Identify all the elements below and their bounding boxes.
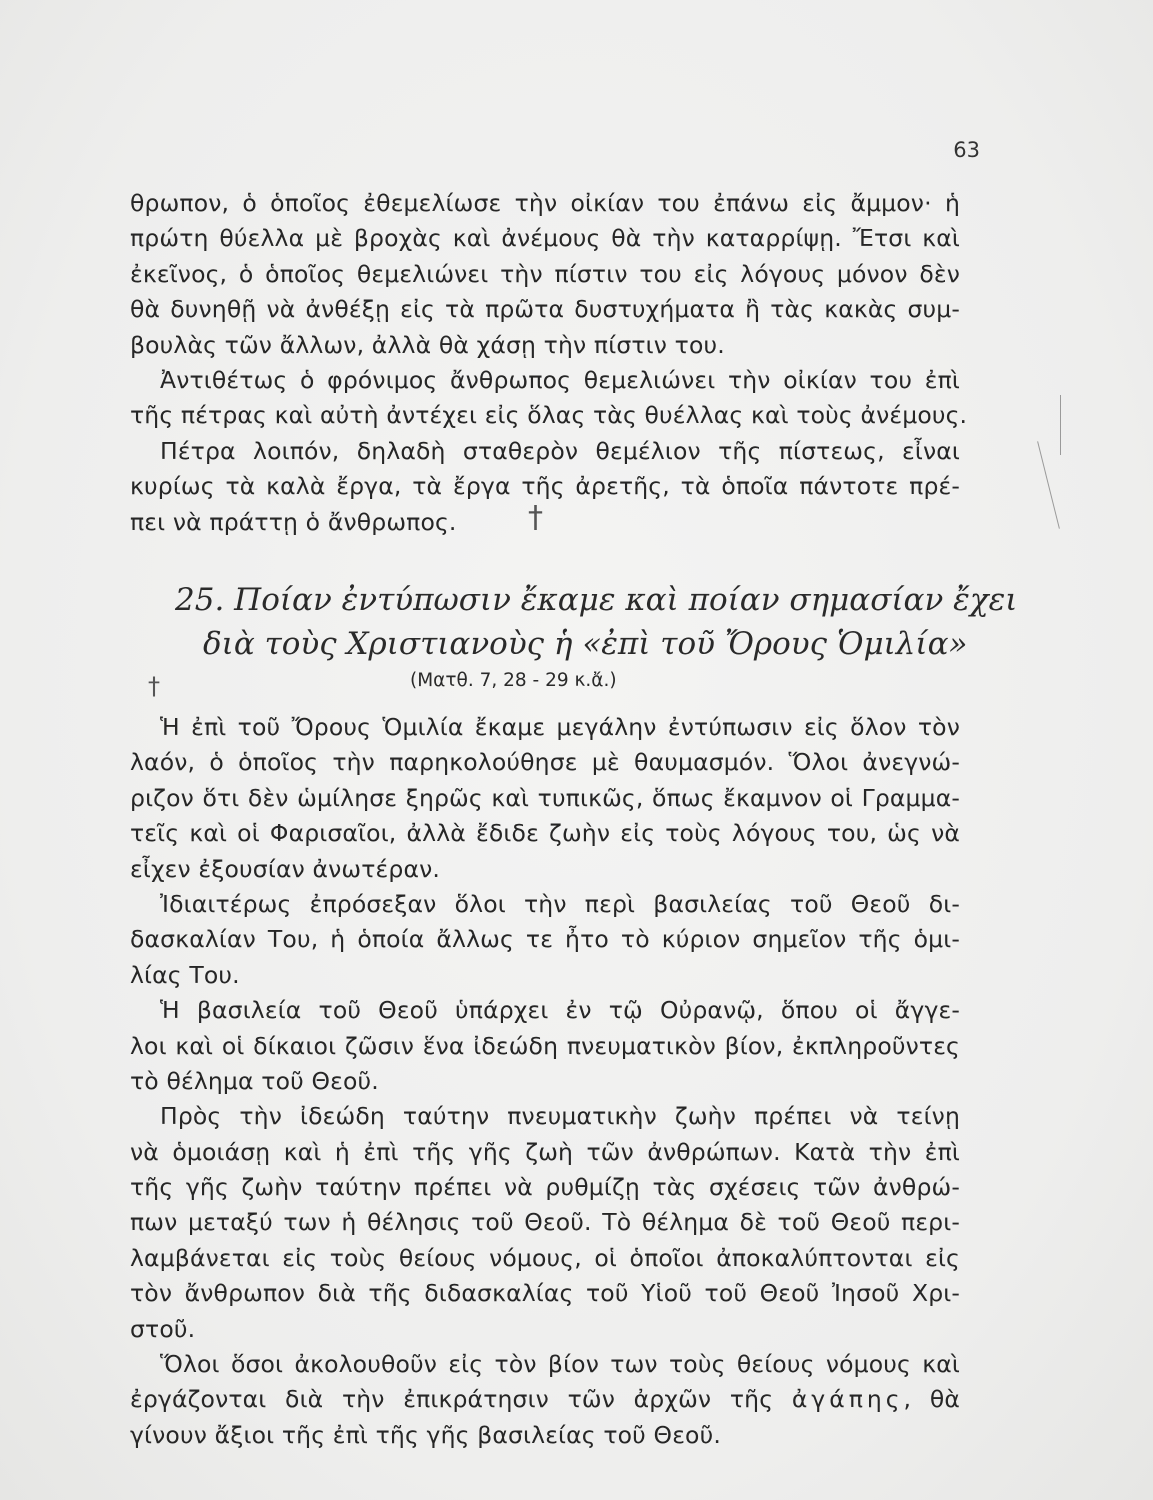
heading-line-2: διὰ τοὺς Χριστιανοὺς ἡ «ἐπὶ τοῦ Ὄρους Ὁμιλία» <box>203 626 968 662</box>
page-number: 63 <box>953 138 980 162</box>
text-line: κυρίως τὰ καλὰ ἔργα, τὰ ἔργα τῆς ἀρετῆς, τὰ ὁποῖα πάντοτε πρέ- <box>130 472 960 501</box>
text-line: θρωπον, ὁ ὁποῖος ἐθεμελίωσε τὴν οἰκίαν του ἐπάνω εἰς ἄμμον· ἡ <box>130 189 960 217</box>
text-line-with-emphasis <box>130 1382 960 1417</box>
text-line: Πρὸς τὴν ἰδεώδη ταύτην πνευματικὴν ζωὴν πρέπει νὰ τείνῃ <box>160 1102 960 1131</box>
margin-stroke <box>1037 441 1060 529</box>
text-line: Πέτρα λοιπόν, δηλαδὴ σταθερὸν θεμέλιον τῆς πίστεως, εἶναι <box>160 436 960 465</box>
text-line: λαόν, ὁ ὁποῖος τὴν παρηκολούθησε μὲ θαυμασμόν. Ὅλοι ἀνεγνώ- <box>130 748 960 777</box>
text-line: τῆς πέτρας καὶ αὐτὴ ἀντέχει εἰς ὅλας τὰς θυέλλας καὶ τοὺς ἀνέμους. <box>130 401 968 430</box>
section-heading <box>175 578 1018 696</box>
text-line: γίνουν ἄξιοι τῆς ἐπὶ τῆς γῆς βασιλείας τοῦ Θεοῦ. <box>130 1420 721 1449</box>
text-line: πρώτη θύελλα μὲ βροχὰς καὶ ἀνέμους θὰ τὴν καταρρίψῃ. Ἔτσι καὶ <box>130 224 960 253</box>
text-segment: ἐργάζονται διὰ τὴν ἐπικράτησιν τῶν ἀρχῶν τῆς <box>130 1385 774 1414</box>
text-line: ἐκεῖνος, ὁ ὁποῖος θεμελιώνει τὴν πίστιν του εἰς λόγους μόνον δὲν <box>130 259 960 288</box>
text-line: λίας Του. <box>130 960 240 989</box>
text-block-bottom <box>130 710 960 1453</box>
text-line: τὸν ἄνθρωπον διὰ τῆς διδασκαλίας τοῦ Υἱοῦ τοῦ Θεοῦ Ἰησοῦ Χρι- <box>130 1279 960 1308</box>
emphasized-word: ἀγάπης <box>791 1385 904 1414</box>
text-line: τῆς γῆς ζωὴν ταύτην πρέπει νὰ ρυθμίζῃ τὰς σχέσεις τῶν ἀνθρώ- <box>130 1173 960 1202</box>
text-line: Ἡ βασιλεία τοῦ Θεοῦ ὑπάρχει ἐν τῷ Οὐρανῷ, ὅπου οἱ ἄγγε- <box>160 996 960 1025</box>
text-line: τεῖς καὶ οἱ Φαρισαῖοι, ἀλλὰ ἔδιδε ζωὴν εἰς τοὺς λόγους του, ὡς νὰ <box>130 819 960 848</box>
text-line: Ἡ ἐπὶ τοῦ Ὄρους Ὁμιλία ἔκαμε μεγάλην ἐντύπωσιν εἰς ὅλον τὸν <box>160 713 960 741</box>
text-block-top <box>130 186 968 540</box>
margin-stroke <box>1060 395 1061 455</box>
text-line: νὰ ὁμοιάσῃ καὶ ἡ ἐπὶ τῆς γῆς ζωὴ τῶν ἀνθρώπων. Κατὰ τὴν ἐπὶ <box>130 1137 960 1166</box>
text-line: λαμβάνεται εἰς τοὺς θείους νόμους, οἱ ὁποῖοι ἀποκαλύπτονται εἰς <box>130 1243 960 1272</box>
scripture-reference: (Ματθ. 7, 28 - 29 κ.ἄ.) <box>410 670 617 691</box>
text-segment: , θὰ <box>903 1385 960 1414</box>
text-line: πει νὰ πράττῃ ὁ ἄνθρωπος. <box>130 507 457 536</box>
text-line: Ἰδιαιτέρως ἐπρόσεξαν ὅλοι τὴν περὶ βασιλείας τοῦ Θεοῦ δι- <box>160 889 960 918</box>
pencil-mark-icon: † <box>528 500 543 535</box>
heading-line-1: 25. Ποίαν ἐντύπωσιν ἔκαμε καὶ ποίαν σημασίαν ἔχει <box>175 582 1018 618</box>
text-line: βουλὰς τῶν ἄλλων, ἀλλὰ θὰ χάσῃ τὴν πίστιν του. <box>130 330 725 359</box>
text-line: θὰ δυνηθῇ νὰ ἀνθέξῃ εἰς τὰ πρῶτα δυστυχήματα ἢ τὰς κακὰς συμ- <box>130 295 960 324</box>
text-line: ριζον ὅτι δὲν ὡμίλησε ξηρῶς καὶ τυπικῶς, ὅπως ἔκαμνον οἱ Γραμμα- <box>130 783 960 812</box>
text-line: δασκαλίαν Του, ἡ ὁποία ἄλλως τε ἦτο τὸ κύριον σημεῖον τῆς ὁμι- <box>130 925 960 954</box>
text-line: πων μεταξύ των ἡ θέλησις τοῦ Θεοῦ. Τὸ θέλημα δὲ τοῦ Θεοῦ περι- <box>130 1208 960 1237</box>
text-line: Ὅλοι ὅσοι ἀκολουθοῦν εἰς τὸν βίον των τοὺς θείους νόμους καὶ <box>160 1350 960 1379</box>
text-line: στοῦ. <box>130 1314 196 1343</box>
text-line: λοι καὶ οἱ δίκαιοι ζῶσιν ἕνα ἰδεώδη πνευματικὸν βίον, ἐκπληροῦντες <box>130 1031 960 1060</box>
pencil-mark-icon: † <box>148 672 160 700</box>
text-line: εἶχεν ἐξουσίαν ἀνωτέραν. <box>130 854 440 883</box>
text-line: τὸ θέλημα τοῦ Θεοῦ. <box>130 1066 379 1095</box>
text-line: Ἀντιθέτως ὁ φρόνιμος ἄνθρωπος θεμελιώνει τὴν οἰκίαν του ἐπὶ <box>160 365 960 394</box>
